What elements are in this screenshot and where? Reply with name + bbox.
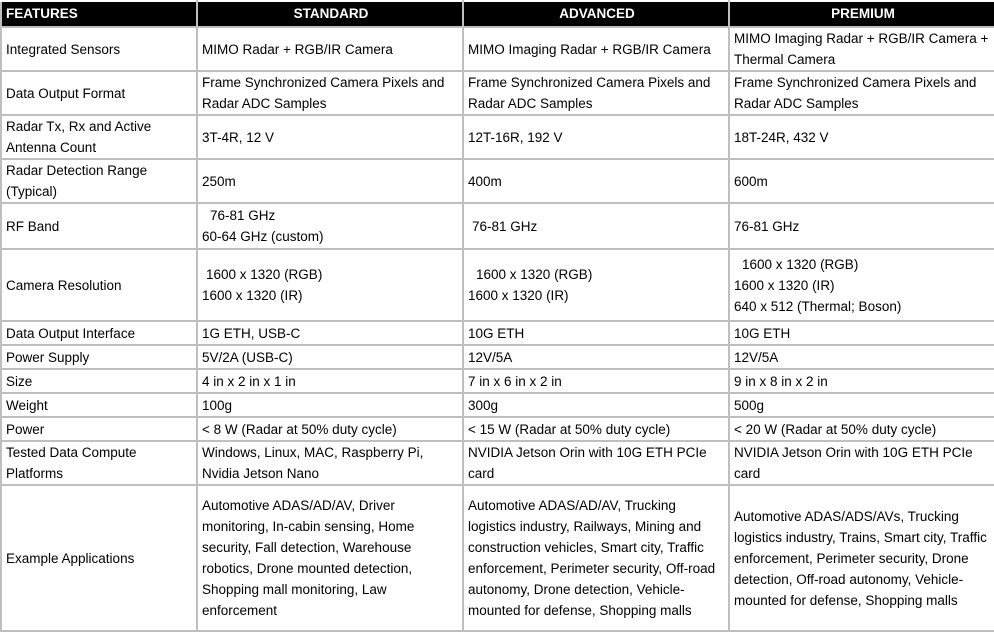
advanced-cell: 300g [463, 393, 729, 417]
header-row [1, 1, 994, 27]
premium-cell: MIMO Imaging Radar + RGB/IR Camera + Thermal Camera [729, 27, 994, 71]
feature-cell: Data Output Interface [1, 321, 197, 345]
advanced-cell: 400m [463, 159, 729, 203]
cell-line: 1600 x 1320 (IR) [734, 277, 835, 293]
feature-cell: Power [1, 417, 197, 441]
standard-cell [197, 249, 463, 321]
header-advanced: ADVANCED [463, 1, 729, 27]
table-row [1, 441, 994, 485]
feature-cell: Example Applications [1, 485, 197, 631]
standard-cell: 1G ETH, USB-C [197, 321, 463, 345]
table-row [1, 369, 994, 393]
feature-cell: Integrated Sensors [1, 27, 197, 71]
premium-cell: 600m [729, 159, 994, 203]
cell-line: 1600 x 1320 (IR) [468, 288, 569, 303]
advanced-cell: MIMO Imaging Radar + RGB/IR Camera [463, 27, 729, 71]
advanced-cell: 10G ETH [463, 321, 729, 345]
standard-cell: 250m [197, 159, 463, 203]
premium-cell: 9 in x 8 in x 2 in [729, 369, 994, 393]
table-row [1, 345, 994, 369]
standard-cell: < 8 W (Radar at 50% duty cycle) [197, 417, 463, 441]
premium-cell: NVIDIA Jetson Orin with 10G ETH PCIe card [729, 441, 994, 485]
advanced-cell [463, 203, 729, 249]
cell-line: 1600 x 1320 (RGB) [206, 267, 323, 282]
feature-cell: Power Supply [1, 345, 197, 369]
standard-cell: MIMO Radar + RGB/IR Camera [197, 27, 463, 71]
standard-cell [197, 203, 463, 249]
standard-cell: Automotive ADAS/AD/AV, Driver monitoring, In-cabin sensing, Home security, Fall detection, Warehouse robotics, Drone mounted detection, Shopping mall monitoring, Law enforcement [197, 485, 463, 631]
feature-cell: Tested Data Compute Platforms [1, 441, 197, 485]
table-row [1, 249, 994, 321]
table-row [1, 71, 994, 115]
cell-line: 1600 x 1320 (IR) [202, 288, 303, 303]
standard-cell: 3T-4R, 12 V [197, 115, 463, 159]
table-row [1, 321, 994, 345]
cell-line: 1600 x 1320 (RGB) [742, 256, 859, 272]
cell-line: 76-81 GHz [210, 208, 276, 223]
feature-cell: Camera Resolution [1, 249, 197, 321]
premium-cell: < 20 W (Radar at 50% duty cycle) [729, 417, 994, 441]
feature-cell: Weight [1, 393, 197, 417]
header-features: FEATURES [1, 1, 197, 27]
premium-cell: 12V/5A [729, 345, 994, 369]
feature-cell: Radar Detection Range (Typical) [1, 159, 197, 203]
standard-cell: Frame Synchronized Camera Pixels and Radar ADC Samples [197, 71, 463, 115]
cell-line: 76-81 GHz [472, 218, 538, 234]
premium-cell: Automotive ADAS/ADS/AVs, Trucking logistics industry, Trains, Smart city, Traffic enforcement, Perimeter security, Drone detection, Off-road autonomy, Vehicle-mounted for defense, Shopping malls [729, 485, 994, 631]
advanced-cell: < 15 W (Radar at 50% duty cycle) [463, 417, 729, 441]
cell-line: 60-64 GHz (custom) [202, 229, 324, 244]
advanced-cell: 12T-16R, 192 V [463, 115, 729, 159]
advanced-cell: Automotive ADAS/AD/AV, Trucking logistics industry, Railways, Mining and construction vehicles, Smart city, Traffic enforcement, Perimeter security, Off-road autonomy, Drone detection, Vehicle-mounted for defense, Shopping malls [463, 485, 729, 631]
feature-cell: Radar Tx, Rx and Active Antenna Count [1, 115, 197, 159]
header-premium: PREMIUM [729, 1, 994, 27]
premium-cell: 10G ETH [729, 321, 994, 345]
advanced-cell: 7 in x 6 in x 2 in [463, 369, 729, 393]
standard-cell: 4 in x 2 in x 1 in [197, 369, 463, 393]
standard-cell: Windows, Linux, MAC, Raspberry Pi, Nvidia Jetson Nano [197, 441, 463, 485]
premium-cell: 76-81 GHz [729, 203, 994, 249]
table-row [1, 485, 994, 631]
table-row [1, 115, 994, 159]
standard-cell: 100g [197, 393, 463, 417]
cell-line: 640 x 512 (Thermal; Boson) [734, 298, 902, 314]
standard-cell: 5V/2A (USB-C) [197, 345, 463, 369]
cell-line: 1600 x 1320 (RGB) [476, 267, 593, 282]
premium-cell: Frame Synchronized Camera Pixels and Radar ADC Samples [729, 71, 994, 115]
advanced-cell: 12V/5A [463, 345, 729, 369]
premium-cell: 500g [729, 393, 994, 417]
advanced-cell: Frame Synchronized Camera Pixels and Radar ADC Samples [463, 71, 729, 115]
table-row [1, 203, 994, 249]
advanced-cell: NVIDIA Jetson Orin with 10G ETH PCIe card [463, 441, 729, 485]
table-row [1, 159, 994, 203]
table-row [1, 27, 994, 71]
premium-cell [729, 249, 994, 321]
advanced-cell [463, 249, 729, 321]
feature-cell: Size [1, 369, 197, 393]
header-standard: STANDARD [197, 1, 463, 27]
table-row [1, 417, 994, 441]
premium-cell: 18T-24R, 432 V [729, 115, 994, 159]
feature-cell: RF Band [1, 203, 197, 249]
feature-cell: Data Output Format [1, 71, 197, 115]
table-row [1, 393, 994, 417]
